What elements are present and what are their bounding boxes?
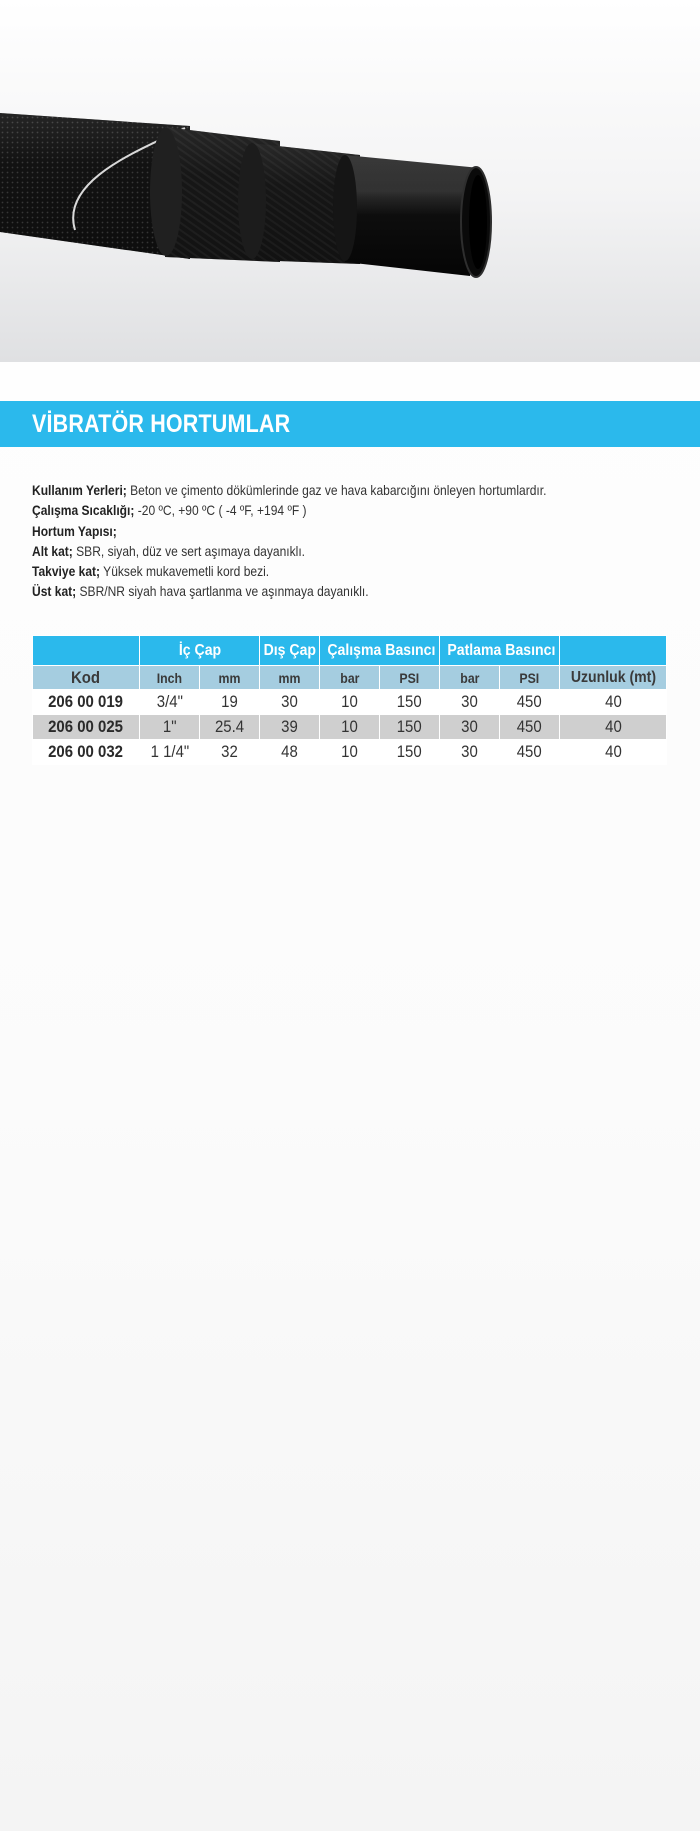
spec-text: SBR, siyah, düz ve sert aşımaya dayanıklı. (72, 542, 306, 559)
spec-text: Beton ve çimento dökümlerinde gaz ve hava kabarcığını önleyen hortumlardır. (126, 482, 547, 498)
spec-outer-layer (32, 581, 582, 601)
spec-text: Yüksek mukavemetli kord bezi. (100, 563, 270, 580)
spec-label: Takviye kat; (32, 563, 101, 580)
cell-working-psi (380, 690, 440, 715)
cell-burst-bar (440, 715, 500, 740)
cell-length (560, 690, 667, 715)
subheader-text: Kod (71, 667, 101, 687)
product-table (32, 635, 667, 765)
cell-outer-mm (260, 690, 320, 715)
spec-list (32, 480, 672, 602)
spec-structure (32, 521, 582, 541)
cell-text: 39 (281, 717, 298, 736)
cell-burst-bar (440, 690, 500, 715)
subheader-text: Uzunluk (mt) (570, 668, 656, 686)
subheader-mm (260, 666, 320, 690)
cell-text: 40 (604, 742, 622, 761)
cell-text: 19 (221, 692, 238, 711)
cell-text: 150 (397, 692, 423, 711)
subheader-inch (140, 666, 200, 690)
cell-text: 40 (604, 692, 622, 711)
subheader-bar (440, 666, 500, 690)
subheader-psi (500, 666, 560, 690)
cell-inner-mm (200, 715, 260, 740)
cell-working-psi (380, 715, 440, 740)
subheader-text: mm (218, 669, 241, 686)
header-text: İç Çap (178, 641, 221, 659)
empty-header-cell (560, 636, 667, 666)
cell-text: 150 (397, 717, 423, 736)
page-title: VİBRATÖR HORTUMLAR (32, 410, 291, 438)
cell-text: 150 (397, 742, 423, 761)
subheader-text: PSI (399, 669, 420, 686)
subheader-text: Inch (156, 669, 183, 686)
cell-working-bar (320, 740, 380, 765)
header-inner-diameter (140, 636, 260, 666)
cell-text: 450 (517, 717, 543, 736)
cell-text: 206 00 032 (48, 742, 124, 761)
subheader-text: PSI (519, 669, 540, 686)
spec-label: Çalışma Sıcaklığı; (32, 502, 135, 519)
cell-working-psi (380, 740, 440, 765)
cell-text: 30 (281, 692, 298, 711)
table-group-header-row (33, 636, 667, 666)
subheader-mm (200, 666, 260, 690)
spec-label: Hortum Yapısı; (32, 522, 117, 539)
spec-usage (32, 480, 582, 500)
cell-working-bar (320, 690, 380, 715)
product-hero-image (0, 0, 700, 362)
cell-inner-mm (200, 690, 260, 715)
spec-inner-layer (32, 541, 582, 561)
subheader-psi (380, 666, 440, 690)
subheader-bar (320, 666, 380, 690)
subheader-length (560, 666, 667, 690)
table-row (33, 740, 667, 765)
cell-burst-psi (500, 715, 560, 740)
table-sub-header-row (33, 666, 667, 690)
cell-length (560, 715, 667, 740)
cell-text: 32 (221, 742, 238, 761)
spec-label: Kullanım Yerleri; (32, 482, 127, 498)
cell-text: 1" (162, 717, 177, 736)
subheader-text: bar (339, 669, 360, 686)
cell-text: 10 (341, 692, 358, 711)
cell-text: 206 00 019 (48, 692, 124, 711)
cell-text: 10 (341, 742, 358, 761)
subheader-code (33, 666, 140, 690)
cell-text: 450 (517, 742, 543, 761)
cell-text: 3/4" (156, 692, 183, 711)
cell-outer-mm (260, 715, 320, 740)
cell-inch (140, 690, 200, 715)
cell-burst-psi (500, 690, 560, 715)
spec-label: Alt kat; (32, 542, 73, 559)
section-title-bar (0, 401, 700, 447)
cell-text: 1 1/4" (150, 742, 189, 761)
cell-text: 450 (517, 692, 543, 711)
cell-inch (140, 740, 200, 765)
spec-text: SBR/NR siyah hava şartlanma ve aşınmaya dayanıklı. (76, 583, 369, 600)
cell-code (33, 715, 140, 740)
table-row (33, 715, 667, 740)
cell-text: 40 (604, 717, 622, 736)
spec-label: Üst kat; (32, 583, 77, 600)
spec-text: -20 ºC, +90 ºC ( -4 ºF, +194 ºF ) (134, 502, 307, 519)
cell-text: 25.4 (214, 717, 245, 736)
header-text: Patlama Basıncı (447, 641, 556, 659)
cell-text: 48 (281, 742, 298, 761)
cell-text: 30 (461, 742, 478, 761)
spec-temperature (32, 500, 582, 520)
table-row (33, 690, 667, 715)
cell-text: 10 (341, 717, 358, 736)
cell-text: 206 00 025 (48, 717, 124, 736)
header-text: Dış Çap (263, 641, 317, 659)
subheader-text: bar (459, 669, 480, 686)
header-burst-pressure (440, 636, 560, 666)
empty-header-cell (33, 636, 140, 666)
cell-inch (140, 715, 200, 740)
hose-illustration (0, 0, 700, 362)
cell-burst-bar (440, 740, 500, 765)
subheader-text: mm (278, 669, 301, 686)
header-outer-diameter (260, 636, 320, 666)
cell-text: 30 (461, 717, 478, 736)
cell-burst-psi (500, 740, 560, 765)
header-working-pressure (320, 636, 440, 666)
cell-text: 30 (461, 692, 478, 711)
cell-inner-mm (200, 740, 260, 765)
cell-length (560, 740, 667, 765)
header-text: Çalışma Basıncı (327, 641, 436, 659)
cell-code (33, 740, 140, 765)
cell-code (33, 690, 140, 715)
spec-reinforcement (32, 561, 582, 581)
cell-outer-mm (260, 740, 320, 765)
cell-working-bar (320, 715, 380, 740)
